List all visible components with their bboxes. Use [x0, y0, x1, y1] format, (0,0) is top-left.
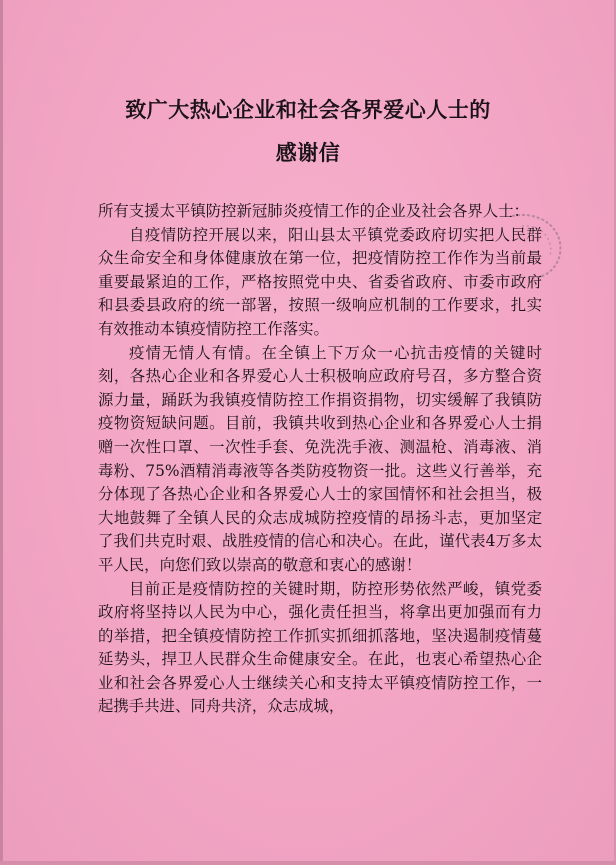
salutation: 所有支援太平镇防控新冠肺炎疫情工作的企业及社会各界人士： [98, 202, 529, 220]
paragraph-1: 自疫情防控开展以来，阳山县太平镇党委政府切实把人民群众生命安全和身体健康放在第一位，把疫情防控工作作为当前最重要最紧迫的工作，严格按照党中央、省委省政府、市委市政府和县委县政府的统一部署，按照一级响应机制的工作要求，扎实有效推动本镇疫情防控工作落实。 [98, 225, 542, 338]
letter-title-line-1: 致广大热心企业和社会各界爱心人士的 [125, 98, 491, 122]
paragraph-3: 目前正是疫情防控的关键时期，防控形势依然严峻，镇党委政府将坚持以人民为中心，强化责任担当，将拿出更加强而有力的举措，把全镇疫情防控工作抓实抓细抓落地，坚决遏制疫情蔓延势头，捍卫人民群众生命健康安全。在此，也衷心希望热心企业和社会各界爱心人士继续关心和支持太平镇疫情防控工作，一起携手共进、同舟共济，众志成城， [98, 579, 542, 716]
paragraph-2: 疫情无情人有情。在全镇上下万众一心抗击疫情的关键时刻，各热心企业和各界爱心人士积极响应政府号召，多方整合资源力量，踊跃为我镇疫情防控工作捐资捐物，切实缓解了我镇防疫物资短缺问题。目前，我镇共收到热心企业和各界爱心人士捐赠一次性口罩、一次性手套、免洗洗手液、测温枪、消毒液、消毒粉、75%酒精消毒液等各类防疫物资一批。这些义行善举，充分体现了各热心企业和各界爱心人士的家国情怀和社会担当，极大地鼓舞了全镇人民的众志成城防控疫情的昂扬斗志，更加坚定了我们共克时艰、战胜疫情的信心和决心。在此，谨代表4万多太平人民，向您们致以崇高的敬意和衷心的感谢！ [98, 343, 542, 574]
letter-body [98, 200, 542, 719]
scan-edge-bottom [0, 861, 616, 865]
scan-edge-left [0, 0, 3, 865]
letter-title-line-2: 感谢信 [275, 141, 341, 165]
